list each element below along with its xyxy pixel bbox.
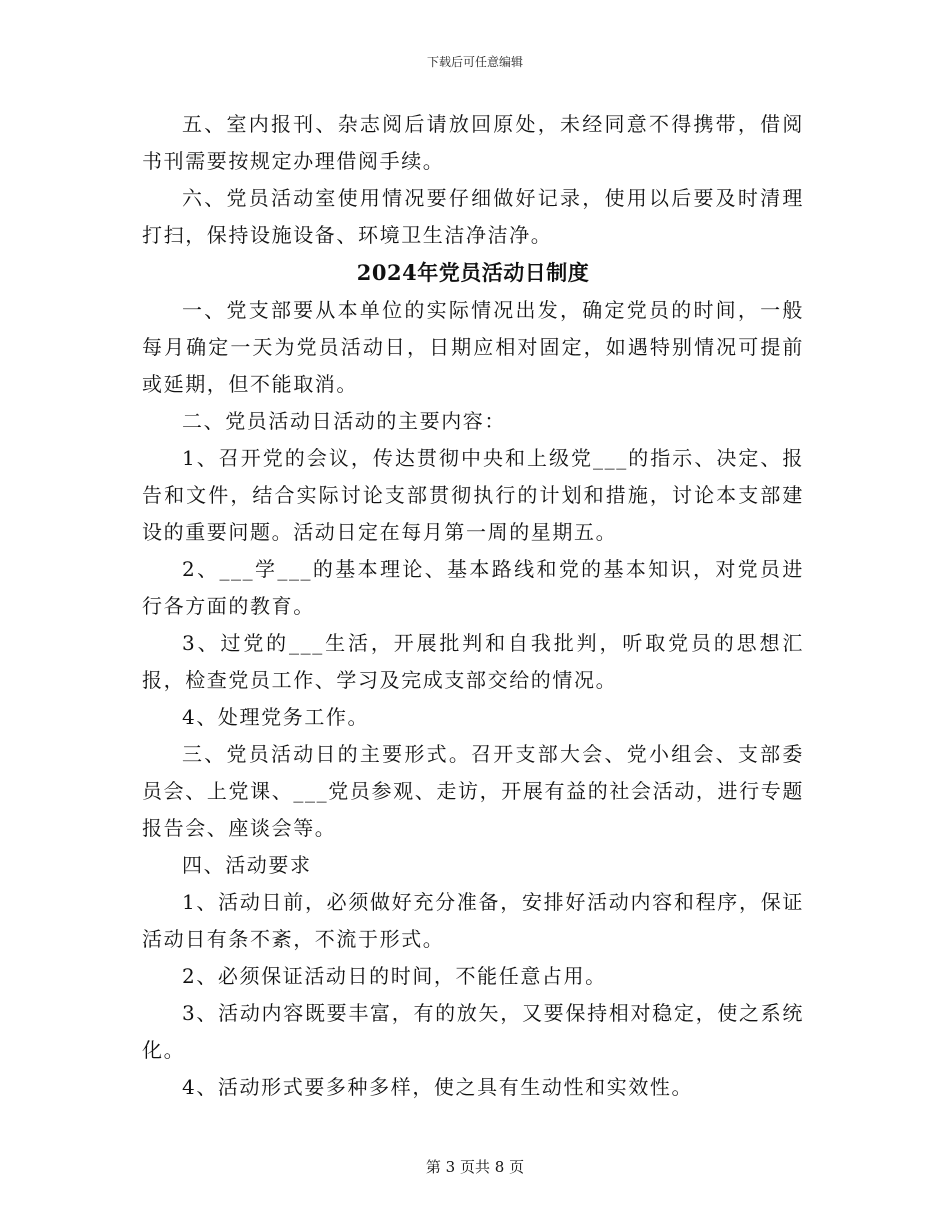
paragraph: 二、党员活动日活动的主要内容： <box>182 409 506 433</box>
paragraph: 三、党员活动日的主要形式。召开支部大会、党小组会、支部委员会、上党课、___党员参观、走访，开展有益的社会活动，进行专题报告会、座谈会等。 <box>142 742 804 840</box>
paragraph: 一、党支部要从本单位的实际情况出发，确定党员的时间，一般每月确定一天为党员活动日，日期应相对固定，如遇特别情况可提前或延期，但不能取消。 <box>142 298 804 396</box>
paragraph: 3、过党的___生活，开展批判和自我批判，听取党员的思想汇报，检查党员工作、学习及完成支部交给的情况。 <box>142 631 804 692</box>
paragraph: 五、室内报刊、杂志阅后请放回原处，未经同意不得携带，借阅书刊需要按规定办理借阅手续。 <box>142 112 804 173</box>
page-header: 下载后可任意编辑 <box>426 55 523 69</box>
paragraph: 4、处理党务工作。 <box>182 705 370 729</box>
paragraph: 四、活动要求 <box>182 853 312 877</box>
document-title: 2024年党员活动日制度 <box>356 260 590 285</box>
paragraph: 六、党员活动室使用情况要仔细做好记录，使用以后要及时清理打扫，保持设施设备、环境卫生洁净洁净。 <box>142 186 804 247</box>
paragraph: 3、活动内容既要丰富，有的放矢，又要保持相对稳定，使之系统化。 <box>142 1001 804 1062</box>
paragraph: 2、___学___的基本理论、基本路线和党的基本知识，对党员进行各方面的教育。 <box>142 557 804 618</box>
paragraph: 1、召开党的会议，传达贯彻中央和上级党___的指示、决定、报告和文件，结合实际讨论支部贯彻执行的计划和措施，讨论本支部建设的重要问题。活动日定在每月第一周的星期五。 <box>142 446 804 544</box>
paragraph: 2、必须保证活动日的时间，不能任意占用。 <box>182 964 607 988</box>
paragraph: 1、活动日前，必须做好充分准备，安排好活动内容和程序，保证活动日有条不紊，不流于形式。 <box>142 890 804 951</box>
document-body <box>142 106 804 1106</box>
page-footer: 第 3 页共 8 页 <box>425 1158 525 1176</box>
paragraph: 4、活动形式要多种多样，使之具有生动性和实效性。 <box>182 1075 694 1099</box>
